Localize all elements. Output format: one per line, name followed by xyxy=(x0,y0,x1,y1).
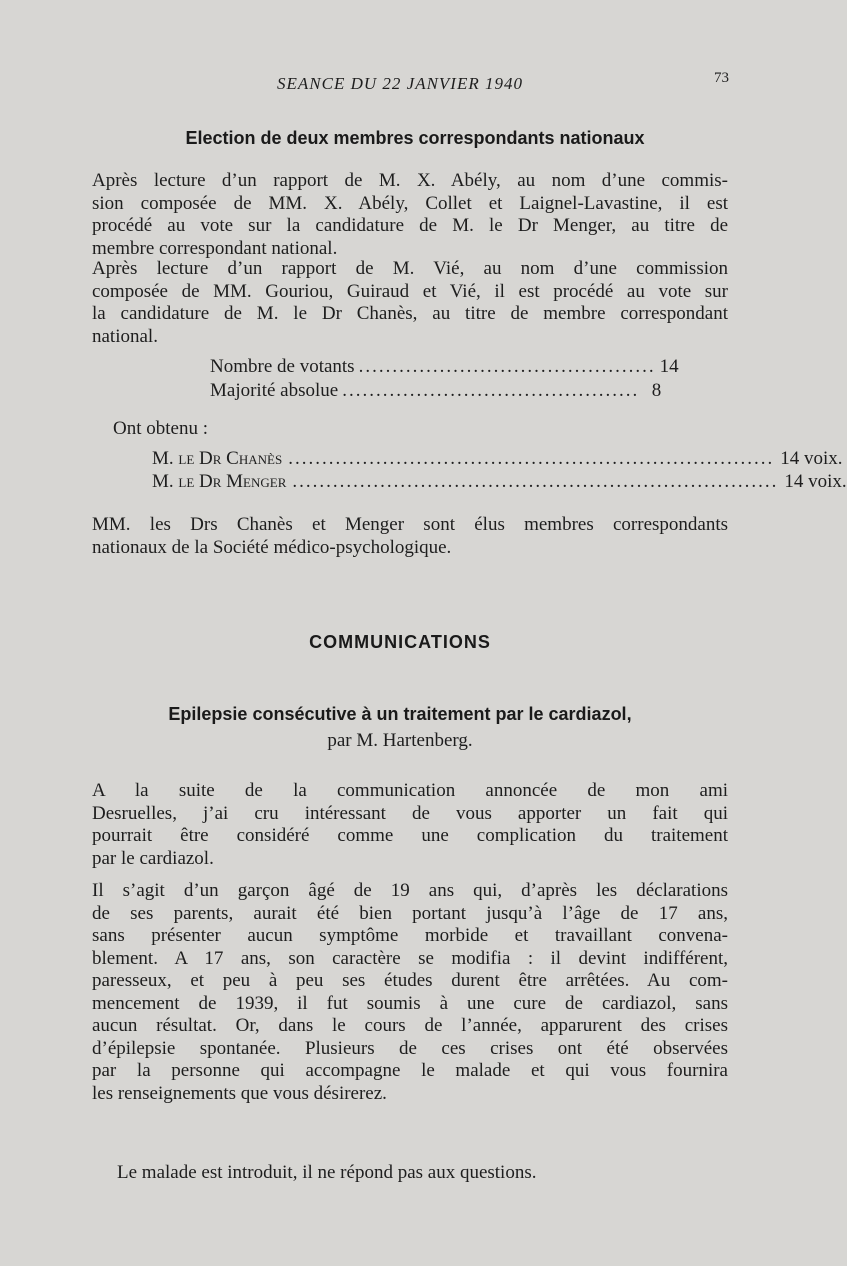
article-paragraph-2 xyxy=(92,880,728,1105)
election-section-title: Election de deux membres correspondants nationaux xyxy=(185,128,645,148)
text-line: procédé au vote sur la candidature de M. le Dr Menger, au titre de xyxy=(92,215,728,236)
text-line: par le cardiazol. xyxy=(92,847,214,869)
text-line: sion composée de MM. X. Abély, Collet et Laignel-Lavastine, il est xyxy=(92,192,728,214)
page-number: 73 xyxy=(714,70,729,86)
text-line: Après lecture d’un rapport de M. X. Abély, au nom d’une commis- xyxy=(92,170,728,191)
text-line: national. xyxy=(92,325,158,347)
text-line: la candidature de M. le Dr Chanès, au titre de membre correspondant xyxy=(92,303,728,324)
vote-label: Nombre de votants xyxy=(210,356,355,377)
text-line: pourrait être considéré comme une complication du traitement xyxy=(92,825,728,846)
text-line: Desruelles, j’ai cru intéressant de vous apporter un fait qui xyxy=(92,802,728,824)
text-line: A la suite de la communication annoncée de mon ami xyxy=(92,780,728,801)
candidate-name: M. le Dr Menger xyxy=(152,471,287,492)
article-title: Epilepsie consécutive à un traitement par le cardiazol, xyxy=(168,704,632,724)
text-line: mencement de 1939, il fut soumis à une cure de cardiazol, sans xyxy=(92,992,728,1014)
vote-value: 14 xyxy=(659,356,679,377)
text-line: sans présenter aucun symptôme morbide et travaillant convena- xyxy=(92,925,728,946)
text-line: de ses parents, aurait été bien portant jusqu’à l’âge de 17 ans, xyxy=(92,902,728,924)
results-intro: Ont obtenu : xyxy=(113,418,208,439)
text-line: par la personne qui accompagne le malade et qui vous fournira xyxy=(92,1060,728,1081)
vote-count-row xyxy=(210,356,679,378)
text-line: blement. A 17 ans, son caractère se modifia : il devint indifférent, xyxy=(92,947,728,969)
text-line: nationaux de la Société médico-psychologique. xyxy=(92,536,452,558)
text-line: Après lecture d’un rapport de M. Vié, au nom d’une commission xyxy=(92,258,728,279)
article-byline: par M. Hartenberg. xyxy=(327,730,473,751)
text-line: Il s’agit d’un garçon âgé de 19 ans qui, d’après les déclarations xyxy=(92,880,728,901)
running-head: SEANCE DU 22 JANVIER 1940 xyxy=(277,74,523,93)
election-paragraph-3 xyxy=(92,514,728,559)
candidate-votes: 14 voix. xyxy=(784,471,847,492)
text-line: d’épilepsie spontanée. Plusieurs de ces crises ont été observées xyxy=(92,1037,728,1059)
election-paragraph-1 xyxy=(92,170,728,260)
dot-leader: ........................................................................ xyxy=(288,448,775,469)
article-paragraph-1 xyxy=(92,780,728,870)
text-line: MM. les Drs Chanès et Menger sont élus membres correspondants xyxy=(92,514,728,535)
dot-leader: ........................................................................ xyxy=(292,471,779,492)
text-line: composée de MM. Gouriou, Guiraud et Vié, il est procédé au vote sur xyxy=(92,280,728,302)
closing-line: Le malade est introduit, il ne répond pas aux questions. xyxy=(117,1162,537,1183)
text-line: les renseignements que vous désirerez. xyxy=(92,1082,387,1104)
text-line: aucun résultat. Or, dans le cours de l’année, apparurent des crises xyxy=(92,1015,728,1036)
result-row xyxy=(152,448,843,470)
vote-label: Majorité absolue xyxy=(210,380,339,401)
candidate-votes: 14 voix. xyxy=(780,448,843,469)
text-line: paresseux, et peu à peu ses études durent être arrêtées. Au com- xyxy=(92,970,728,991)
dot-leader: ............................................ xyxy=(342,380,640,401)
majority-row xyxy=(210,380,662,402)
communications-heading: COMMUNICATIONS xyxy=(309,632,491,652)
text-line: membre correspondant national. xyxy=(92,237,338,259)
election-paragraph-2 xyxy=(92,258,728,348)
vote-value: 8 xyxy=(651,380,662,401)
dot-leader: ............................................ xyxy=(358,356,656,377)
result-row xyxy=(152,471,847,493)
candidate-name: M. le Dr Chanès xyxy=(152,448,283,469)
